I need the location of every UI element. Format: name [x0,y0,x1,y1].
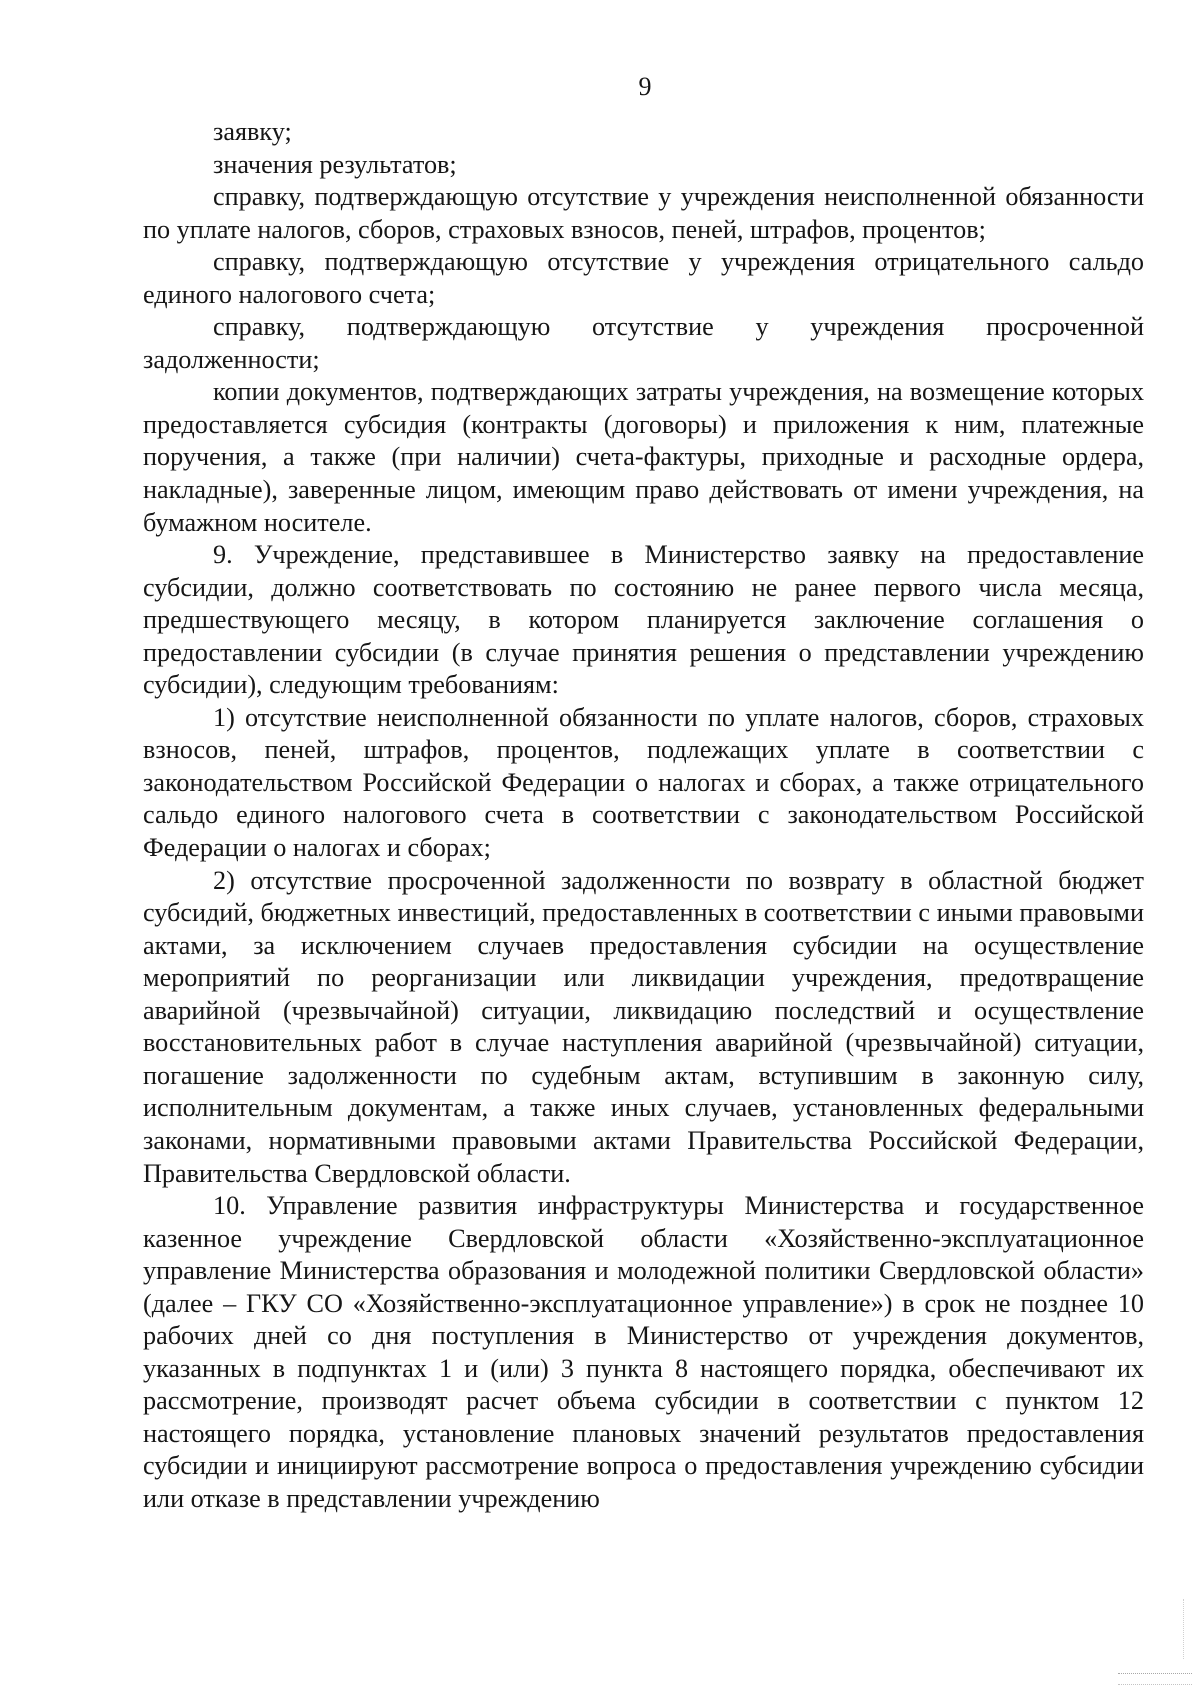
paragraph-item-10: 10. Управление развития инфраструктуры Министерства и государственное казенное учреждение Свердловской области «Хозяйственно-эксплуатационное управление Министерства образования и молодежной политики Свердловской области» (далее – ГКУ СО «Хозяйственно-эксплуатационное управление») в срок не позднее 10 рабочих дней со дня поступления в Министерство от учреждения документов, указанных в подпунктах 1 и (или) 3 пункта 8 настоящего порядка, обеспечивают их рассмотрение, производят расчет объема субсидии в соответствии с пунктом 12 настоящего порядка, установление плановых значений результатов предоставления субсидии и инициируют рассмотрение вопроса о предоставления учреждению субсидии или отказе в представлении учреждению [143,1191,1144,1513]
paragraph-result-values: значения результатов; [213,149,457,179]
page-number: 9 [638,72,652,101]
scan-corner-mark [1118,1673,1192,1685]
paragraph-item-9: 9. Учреждение, представившее в Министерство заявку на предоставление субсидии, должно соответствовать по состоянию не ранее первого числа месяца, предшествующего месяцу, в котором планируется заключение соглашения о предоставлении субсидии (в случае принятия решения о представлении учреждению субсидии), следующим требованиям: [143,540,1144,700]
scan-edge-mark [1183,1599,1186,1659]
paragraph-tax-certificate: справку, подтверждающую отсутствие у учреждения неисполненной обязанности по уплате налогов, сборов, страховых взносов, пеней, штрафов, процентов; [143,182,1144,244]
document-body [143,116,1144,1516]
paragraph-balance-certificate: справку, подтверждающую отсутствие у учреждения отрицательного сальдо единого налогового счета; [143,247,1144,309]
paragraph-application: заявку; [213,117,292,146]
paragraph-requirement-1: 1) отсутствие неисполненной обязанности по уплате налогов, сборов, страховых взносов, пеней, штрафов, процентов, подлежащих уплате в соответствии с законодательством Российской Федерации о налогах и сборах, а также отрицательного сальдо единого налогового счета в соответствии с законодательством Российской Федерации о налогах и сборах; [143,702,1144,863]
paragraph-requirement-2: 2) отсутствие просроченной задолженности по возврату в областной бюджет субсидий, бюджетных инвестиций, предоставленных в соответствии с иными правовыми актами, за исключением случаев предоставления субсидии на осуществление мероприятий по реорганизации или ликвидации учреждения, предотвращение аварийной (чрезвычайной) ситуации, ликвидацию последствий и осуществление восстановительных работ в случае наступления аварийной (чрезвычайной) ситуации, погашение задолженности по судебным актам, вступившим в законную силу, исполнительным документам, а также иных случаев, установленных федеральными законами, нормативными правовыми актами Правительства Российской Федерации, Правительства Свердловской области. [143,865,1144,1188]
paragraph-overdue-debt-certificate: справку, подтверждающую отсутствие у учреждения просроченной задолженности; [143,312,1144,374]
paragraph-cost-documents: копии документов, подтверждающих затраты учреждения, на возмещение которых предоставляется субсидия (контракты (договоры) и приложения к ним, платежные поручения, а также (при наличии) счета-фактуры, приходные и расходные ордера, накладные), заверенные лицом, имеющим право действовать от имени учреждения, на бумажном носителе. [143,377,1144,537]
